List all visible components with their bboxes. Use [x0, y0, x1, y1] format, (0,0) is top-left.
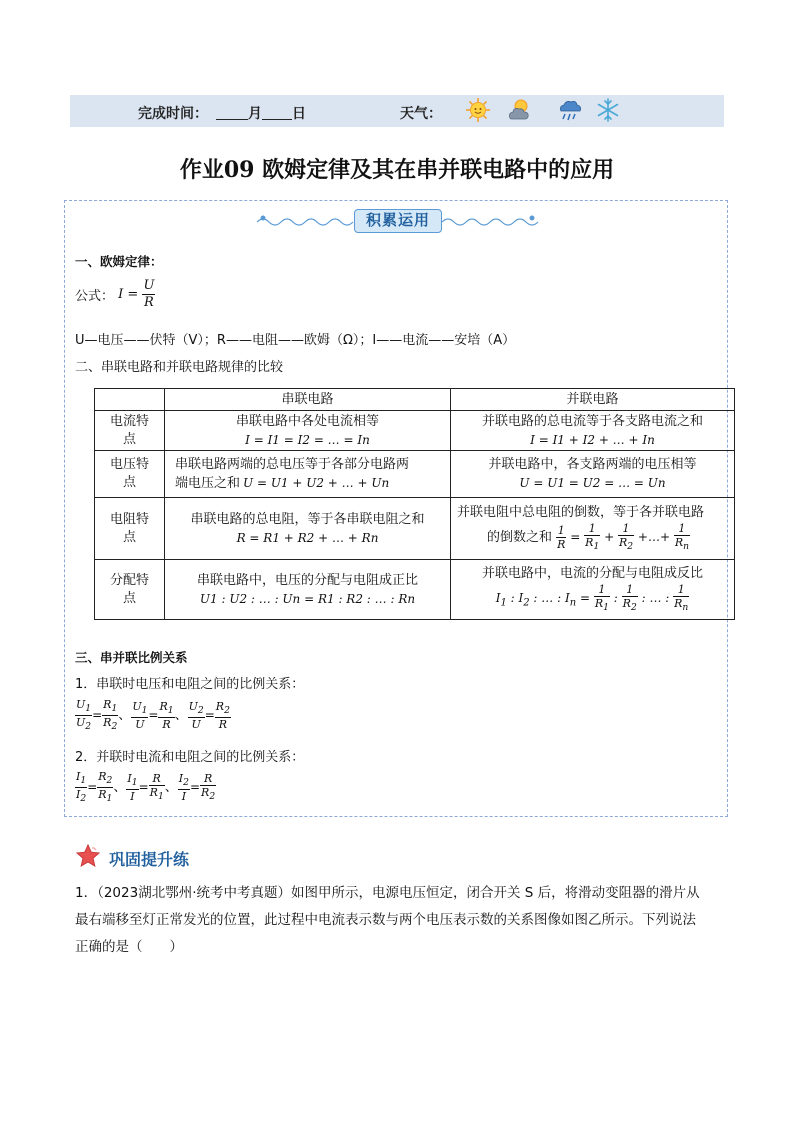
units-line: U—电压——伏特（V）；R——电阻——欧姆（Ω）；I——电流——安培（A）	[75, 333, 516, 348]
ohm-formula	[75, 278, 155, 311]
rain-cloud-icon	[557, 97, 583, 123]
table-header-cell: 并联电路	[451, 389, 735, 411]
row-label: 电流特点	[95, 411, 165, 451]
parallel-text-2: 的倒数之和	[487, 529, 553, 545]
series-formula: I = I1 = I2 = … = In	[245, 432, 370, 447]
row-label: 电阻特点	[95, 498, 165, 560]
weather-label: 天气：	[400, 106, 442, 122]
table-row	[95, 411, 735, 451]
series-text: 串联电路两端的总电压等于各部分电路两	[175, 456, 410, 472]
series-text: 串联电路中，电压的分配与电阻成正比	[196, 572, 418, 588]
table-row	[95, 560, 735, 620]
table-row	[95, 498, 735, 560]
section2-heading: 二、串联电路和并联电路规律的比较	[75, 360, 284, 375]
header-bar	[70, 95, 724, 127]
month-blank	[216, 105, 248, 120]
series-cell	[165, 451, 451, 498]
table-row	[95, 451, 735, 498]
parallel-ratio-formula: $\frac{I_1}{I_2}$ = $\frac{R_2}{R_1}$ 、 $\frac{I_1}{I}$ = $\frac{R}{R_1}$ 、 $\frac{I_2}{I}$ = $\frac{R}{R_2}$	[76, 770, 216, 805]
snowflake-icon	[595, 97, 621, 123]
question-1-line: 1．（2023湖北鄂州·统考中考真题）如图甲所示，电源电压恒定，闭合开关 S 后，将滑动变阻器的滑片从	[75, 885, 700, 901]
parallel-formula: I = I1 + I2 + … + In	[530, 432, 655, 447]
day-label: 日	[292, 106, 306, 122]
table-header-cell	[95, 389, 165, 411]
section3-heading: 三、串并联比例关系	[75, 650, 188, 665]
page-title: 作业09 欧姆定律及其在串并联电路中的应用	[179, 157, 615, 183]
complete-time-label: 完成时间：	[138, 106, 208, 122]
series-cell	[165, 560, 451, 620]
section-banner	[255, 206, 540, 236]
series-text: 串联电路的总电阻，等于各串联电阻之和	[190, 511, 425, 527]
parallel-cell	[451, 451, 735, 498]
practice-heading-label: 巩固提升练	[109, 850, 190, 869]
parallel-text: 并联电路中，电流的分配与电阻成反比	[481, 565, 703, 581]
series-ratio-title: 1．串联时电压和电阻之间的比例关系：	[75, 677, 305, 692]
banner-label: 积累运用	[354, 209, 442, 233]
question-1-line: 最右端移至灯正常发光的位置，此过程中电流表示数与两个电压表示数的关系图像如图乙所示。下列说法	[75, 912, 696, 928]
parallel-cell	[451, 498, 735, 560]
formula-fraction	[142, 278, 155, 311]
table-header-cell: 串联电路	[165, 389, 451, 411]
parallel-formula: U = U1 = U2 = … = Un	[519, 476, 666, 490]
date-fill-in	[216, 103, 306, 123]
parallel-ratio-title: 2．并联时电流和电阻之间的比例关系：	[75, 750, 305, 765]
row-label: 电压特点	[95, 451, 165, 498]
partly-cloudy-icon	[506, 97, 532, 123]
day-blank	[262, 105, 292, 120]
formula-denominator: R	[144, 295, 154, 310]
series-cell	[165, 498, 451, 560]
month-label: 月	[248, 106, 262, 122]
series-text: 串联电路中各处电流相等	[235, 413, 379, 429]
series-cell	[165, 411, 451, 451]
parallel-formula: $I_1$ : $I_2$ : … : $I_n$ = $\frac{1}{R_1}$ : $\frac{1}{R_2}$ : … : $\frac{1}{R_n}$	[495, 582, 689, 614]
series-formula: U = U1 + U2 + … + Un	[243, 475, 390, 490]
parallel-text: 并联电路的总电流等于各支路电流之和	[481, 413, 703, 429]
series-formula: R = R1 + R2 + … + Rn	[236, 530, 379, 545]
section1-heading: 一、欧姆定律：	[75, 254, 163, 269]
parallel-formula: 的倒数之和 $\frac{1}{R}$ = $\frac{1}{R_1}$ + $\frac{1}{R_2}$ +…+ $\frac{1}{R_n}$	[487, 521, 690, 553]
parallel-cell	[451, 560, 735, 620]
series-formula: U1 : U2 : … : Un = R1 : R2 : … : Rn	[199, 591, 416, 606]
table-header-row	[95, 389, 735, 411]
series-ratio-formula: $\frac{U_1}{U_2}$ = $\frac{R_1}{R_2}$ 、 $\frac{U_1}{U}$ = $\frac{R_1}{R}$ 、 $\frac{U_2}{U}$ = $\frac{R_2}{R}$	[76, 698, 230, 733]
sun-icon	[465, 97, 491, 123]
parallel-cell	[451, 411, 735, 451]
parallel-text: 并联电路中，各支路两端的电压相等	[488, 457, 697, 472]
series-text-2: 端电压之和	[175, 475, 241, 491]
formula-label: 公式：	[75, 289, 115, 304]
star-icon	[75, 843, 103, 869]
question-1-line: 正确的是（ ）	[75, 939, 183, 955]
row-label: 分配特点	[95, 560, 165, 620]
comparison-table	[94, 388, 735, 620]
parallel-text: 并联电阻中总电阻的倒数，等于各并联电路	[457, 504, 705, 520]
formula-lhs: I =	[118, 287, 139, 302]
formula-numerator: U	[143, 278, 155, 293]
